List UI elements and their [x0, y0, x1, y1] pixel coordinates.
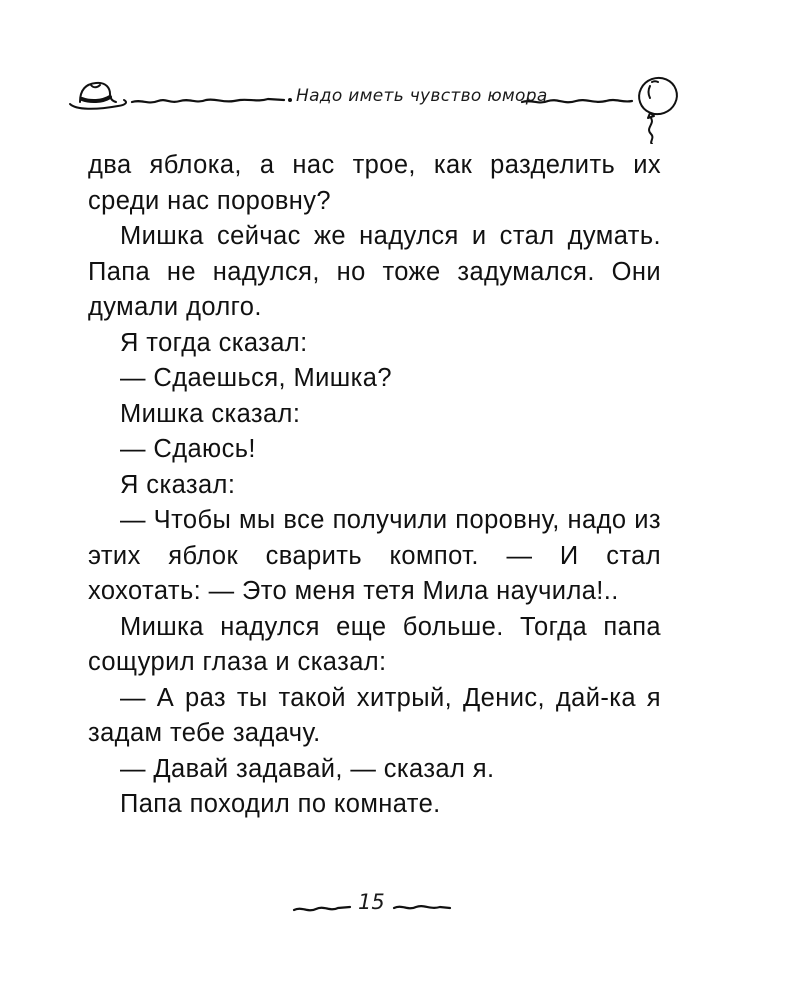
folio-flourish-left — [294, 907, 350, 910]
page-number: 15 — [358, 890, 385, 914]
folio-flourish-right — [394, 906, 450, 908]
running-header — [66, 72, 686, 144]
header-title: Надо иметь чувство юмора — [296, 86, 548, 106]
paragraph: два яблока, а нас трое, как разделить их среди нас поровну? — [88, 151, 661, 215]
paragraph: — Давай задавай, — сказал я. — [120, 754, 495, 783]
paragraph: Мишка сейчас же надулся и стал думать. Папа не надулся, но тоже задумался. Они думали долго. — [88, 222, 661, 321]
left-flourish — [132, 99, 284, 102]
balloon-icon — [634, 73, 682, 144]
page-footer — [290, 888, 460, 928]
paragraph: Папа походил по комнате. — [120, 790, 441, 818]
paragraph: Мишка надулся еще больше. Тогда папа сощурил глаза и сказал: — [88, 612, 661, 676]
paragraph: Мишка сказал: — [120, 399, 301, 428]
paragraph: — Сдаюсь! — [120, 435, 256, 463]
body-text — [88, 148, 661, 823]
header-dot-left — [288, 98, 292, 102]
paragraph: Я тогда сказал: — [120, 328, 308, 357]
paragraph: — А раз ты такой хитрый, Денис, дай-ка я задам тебе задачу. — [88, 683, 661, 747]
paragraph: — Сдаешься, Мишка? — [120, 364, 392, 392]
paragraph: Я сказал: — [120, 470, 236, 499]
header-ornament — [66, 72, 686, 144]
hat-icon — [70, 83, 126, 109]
paragraph: — Чтобы мы все получили поровну, надо из этих яблок сварить компот. — И стал хохотать: — Это меня тетя Мила научила!.. — [88, 506, 661, 605]
